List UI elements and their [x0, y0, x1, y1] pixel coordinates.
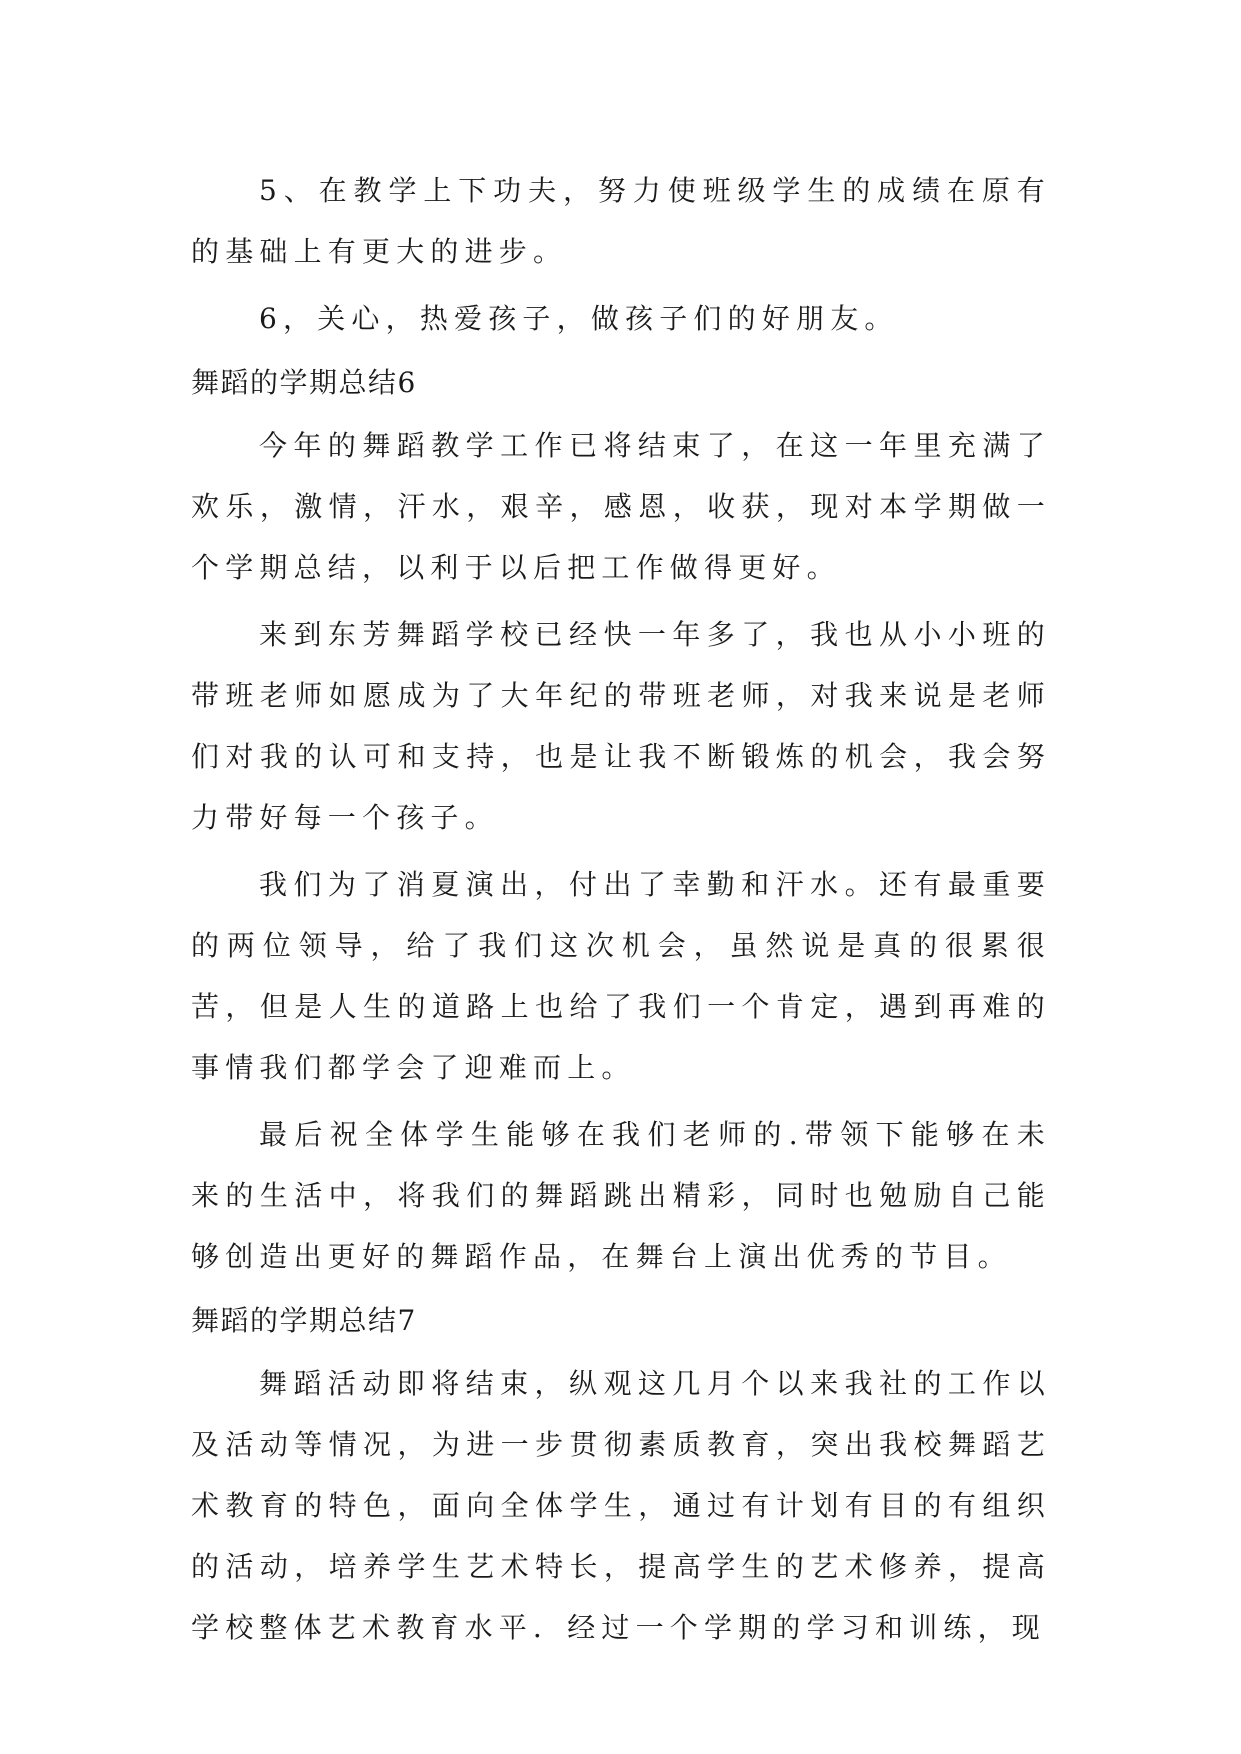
paragraph-intro: 今年的舞蹈教学工作已将结束了，在这一年里充满了欢乐，激情，汗水，艰辛，感恩，收获，现对本学期做一个学期总结，以利于以后把工作做得更好。 [191, 429, 1051, 584]
paragraph-item-6: 6，关心，热爱孩子，做孩子们的好朋友。 [259, 302, 899, 335]
section-heading-6: 舞蹈的学期总结6 [191, 366, 417, 399]
paragraph-school: 来到东芳舞蹈学校已经快一年多了，我也从小小班的带班老师如愿成为了大年纪的带班老师，对我来说是老师们对我的认可和支持，也是让我不断锻炼的机会，我会努力带好每一个孩子。 [191, 618, 1051, 834]
paragraph-item-5: 5、在教学上下功夫，努力使班级学生的成绩在原有的基础上有更大的进步。 [191, 174, 1051, 268]
paragraph-activities: 舞蹈活动即将结束，纵观这几月个以来我社的工作以及活动等情况，为进一步贯彻素质教育，突出我校舞蹈艺术教育的特色，面向全体学生，通过有计划有目的有组织的活动，培养学生艺术特长，提高学生的艺术修养，提高学校整体艺术教育水平．经过一个学期的学习和训练，现 [191, 1367, 1051, 1644]
paragraph-performance: 我们为了消夏演出，付出了幸勤和汗水。还有最重要的两位领导，给了我们这次机会，虽然说是真的很累很苦，但是人生的道路上也给了我们一个肯定，遇到再难的事情我们都学会了迎难而上。 [191, 868, 1051, 1084]
paragraph-wishes: 最后祝全体学生能够在我们老师的.带领下能够在未来的生活中，将我们的舞蹈跳出精彩，同时也勉励自己能够创造出更好的舞蹈作品，在舞台上演出优秀的节目。 [191, 1118, 1051, 1273]
document-body [191, 160, 1051, 1664]
section-heading-7: 舞蹈的学期总结7 [191, 1304, 417, 1337]
